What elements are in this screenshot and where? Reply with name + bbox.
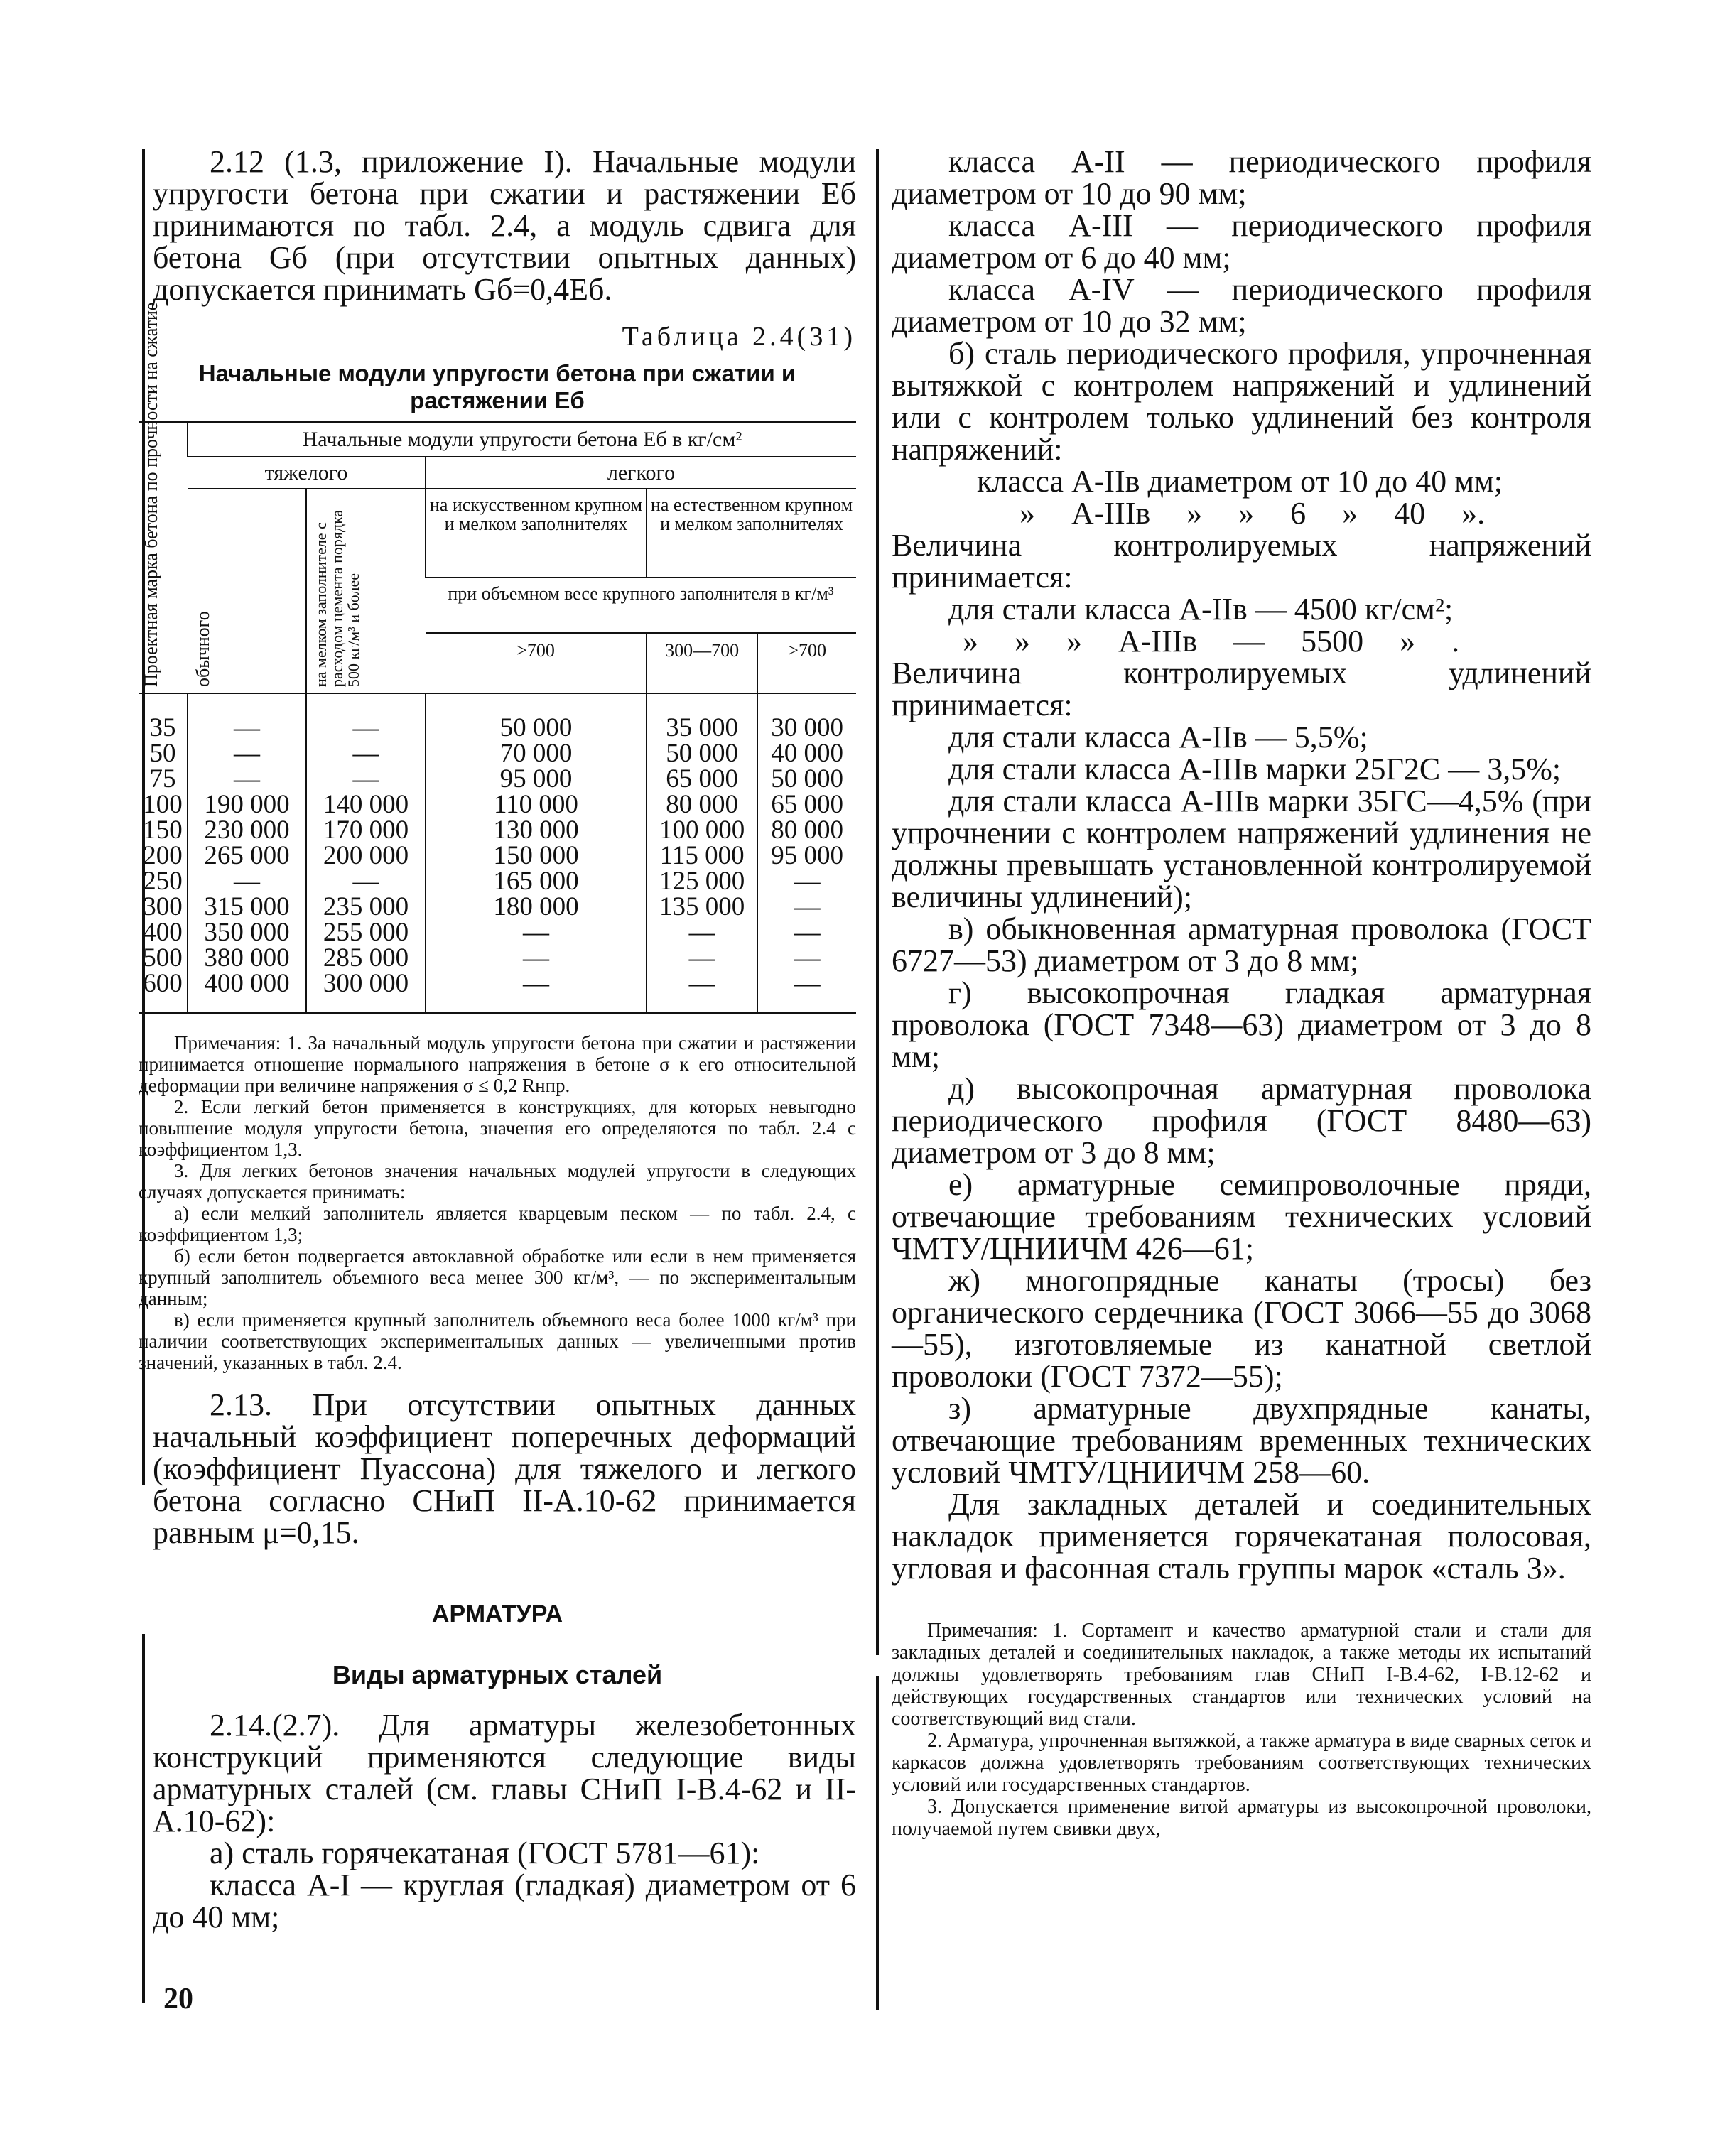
grade-cell: 35 <box>149 713 176 742</box>
modulus-cell: — <box>757 920 856 946</box>
modulus-cell: 95 000 <box>426 766 647 792</box>
header-artificial: на искусственном крупном и мелком заполнителях <box>426 489 647 578</box>
paragraph-2-13: 2.13. При отсутствии опытных данных начальный коэффициент поперечных деформаций (коэффициент Пуассона) для тяжелого и легкого бетона согласно СНиП II-А.10-62 принимается равным μ=0,15. <box>153 1387 856 1550</box>
modulus-cell: — <box>757 971 856 1013</box>
grade-cell: 300 <box>143 892 183 921</box>
text-line: для стали класса А-IIIв марки 25Г2С — 3,5%; <box>948 752 1562 786</box>
modulus-cell: 80 000 <box>647 792 757 818</box>
header-light: легкого <box>426 457 856 489</box>
modulus-cell: — <box>306 766 426 792</box>
modulus-cell: 150 000 <box>426 843 647 869</box>
paragraph-a: а) сталь горячекатаная (ГОСТ 5781—61): <box>210 1836 760 1870</box>
modulus-cell: 95 000 <box>757 843 856 869</box>
table-body <box>139 693 856 1013</box>
modulus-cell: 50 000 <box>647 741 757 766</box>
table-row <box>139 741 856 766</box>
modulus-cell: 115 000 <box>647 843 757 869</box>
modulus-cell: — <box>188 766 306 792</box>
table-row <box>139 946 856 971</box>
text-line: е) арматурные семипроволочные пряди, отвечающие требованиям технических условий ЧМТУ/ЦНИИЧМ 426—61; <box>892 1167 1591 1266</box>
grade-cell: 150 <box>143 816 183 845</box>
paragraph-2-12: 2.12 (1.3, приложение I). Начальные модули упругости бетона при сжатии и растяжении Eб принимаются по табл. 2.4, а модуль сдвига для бетона Gб (при отсутствии опытных данных) допускается принимать Gб=0,4Eб. <box>153 144 856 307</box>
table-row <box>139 766 856 792</box>
section-heading: АРМАТУРА <box>431 1600 563 1627</box>
text-line: г) высокопрочная гладкая арматурная проволока (ГОСТ 7348—63) диаметром от 3 до 8 мм; <box>892 975 1591 1074</box>
text-line: для стали класса А-IIIв марки 35ГС—4,5% (при упрочнении с контролем напряжений удлинения не должны превышать установленной контролируемой величины удлинений); <box>892 784 1591 914</box>
modulus-cell: — <box>647 946 757 971</box>
modulus-cell: 265 000 <box>188 843 306 869</box>
header-weight-2: 300—700 <box>647 633 757 693</box>
paragraph-a1: класса А-I — круглая (гладкая) диаметром от 6 до 40 мм; <box>153 1868 856 1934</box>
header-weight-3: >700 <box>757 633 856 693</box>
text-line: ж) многопрядные канаты (тросы) без органического сердечника (ГОСТ 3066—55 до 3068—55), изготовляемые из канатной светлой проволоки (ГОСТ 7372—55); <box>892 1263 1591 1394</box>
grade-cell: 250 <box>143 867 183 896</box>
modulus-cell: — <box>647 971 757 1013</box>
centered-line: для стали класса А-IIв — 4500 кг/см²; <box>948 592 1454 627</box>
right-note: 3. Допускается применение витой арматуры из высокопрочной проволоки, получаемой путем свивки двух, <box>892 1796 1591 1840</box>
modulus-cell: 65 000 <box>757 792 856 818</box>
modulus-cell: — <box>757 894 856 920</box>
right-column <box>892 146 1591 1840</box>
modulus-cell: 80 000 <box>757 818 856 843</box>
grade-cell: 75 <box>149 764 176 793</box>
table-note: 3. Для легких бетонов значения начальных модулей упругости в следующих случаях допускается принимать: <box>139 1160 856 1203</box>
table-title: Начальные модули упругости бетона при сжатии и растяжении Eб <box>198 360 796 413</box>
header-weight-1: >700 <box>426 633 647 693</box>
modulus-cell: — <box>188 693 306 741</box>
text-line: в) обыкновенная арматурная проволока (ГОСТ 6727—53) диаметром от 3 до 8 мм; <box>892 911 1591 978</box>
modulus-cell: — <box>306 741 426 766</box>
paragraph-2-14: 2.14.(2.7). Для арматуры железобетонных конструкций применяются следующие виды арматурных сталей (см. главы СНиП I-В.4-62 и II-А.10-62): <box>153 1708 856 1838</box>
modulus-cell: 50 000 <box>757 766 856 792</box>
table-row <box>139 869 856 894</box>
table-row <box>139 818 856 843</box>
grade-cell: 50 <box>149 739 176 768</box>
modulus-cell: 30 000 <box>757 693 856 741</box>
header-weight: при объемном весе крупного заполнителя в кг/м³ <box>426 578 856 633</box>
table-row <box>139 971 856 1013</box>
header-grade: Проектная марка бетона по прочности на сжатие <box>141 302 161 687</box>
modulus-cell: 125 000 <box>647 869 757 894</box>
modulus-cell: 135 000 <box>647 894 757 920</box>
modulus-cell: 400 000 <box>188 971 306 1013</box>
text-line: Величина контролируемых удлинений принимается: <box>892 656 1591 722</box>
modulus-cell: — <box>306 693 426 741</box>
text-line: Для закладных деталей и соединительных накладок применяется горячекатаная полосовая, угловая и фасонная сталь группы марок «сталь 3». <box>892 1487 1591 1586</box>
modulus-cell: 110 000 <box>426 792 647 818</box>
page-number: 20 <box>163 1983 193 2015</box>
table-note: Примечания: 1. За начальный модуль упругости бетона при сжатии и растяжении принимается отношение нормального напряжения в бетоне σ к его относительной деформации при величине напряжения σ ≤ 0,2 Rнпр. <box>139 1032 856 1096</box>
header-heavy: тяжелого <box>188 457 426 489</box>
right-note: Примечания: 1. Сортамент и качество арматурной стали и стали для закладных деталей и соединительных накладок, а также методы их испытаний должны удовлетворять требованиям глав СНиП I-В.4-62, I-В.12-62 и действующих государственных стандартов или технических условий на соответствующий вид стали. <box>892 1620 1591 1730</box>
text-line: Величина контролируемых напряжений принимается: <box>892 528 1591 595</box>
header-fine-aggregate: на мелком заполнителе с расходом цемента порядка 500 кг/м³ и более <box>312 509 362 687</box>
modulus-cell: 350 000 <box>188 920 306 946</box>
modulus-cell: — <box>757 946 856 971</box>
modulus-cell: — <box>757 869 856 894</box>
table-row <box>139 843 856 869</box>
table-row <box>139 894 856 920</box>
modulus-cell: 35 000 <box>647 693 757 741</box>
modulus-cell: — <box>426 971 647 1013</box>
modulus-cell: 140 000 <box>306 792 426 818</box>
table-label: Таблица 2.4(31) <box>622 322 856 352</box>
centered-line: » А-IIIв » » 6 » 40 ». <box>1019 496 1486 531</box>
header-modulus: Начальные модули упругости бетона Eб в кг/см² <box>188 422 856 457</box>
modulus-cell: 315 000 <box>188 894 306 920</box>
modulus-cell: 130 000 <box>426 818 647 843</box>
modulus-cell: 200 000 <box>306 843 426 869</box>
text-line: д) высокопрочная арматурная проволока периодического профиля (ГОСТ 8480—63) диаметром от 3 до 8 мм; <box>892 1071 1591 1170</box>
modulus-cell: — <box>426 946 647 971</box>
modulus-cell: — <box>426 920 647 946</box>
text-line: з) арматурные двухпрядные канаты, отвечающие требованиям временных технических условий ЧМТУ/ЦНИИЧМ 258—60. <box>892 1391 1591 1490</box>
margin-bar <box>876 1676 879 2010</box>
table-note: в) если применяется крупный заполнитель объемного веса более 1000 кг/м³ при наличии соответствующих экспериментальных данных — увеличенными против значений, указанных в табл. 2.4. <box>139 1309 856 1373</box>
modulus-cell: — <box>647 920 757 946</box>
table-notes <box>139 1032 856 1373</box>
table-note: б) если бетон подвергается автоклавной обработке или если в нем применяется крупный заполнитель объемного веса менее 300 кг/м³, — по экспериментальным данным; <box>139 1245 856 1309</box>
grade-cell: 500 <box>143 943 183 973</box>
grade-cell: 200 <box>143 841 183 870</box>
modulus-cell: 50 000 <box>426 693 647 741</box>
modulus-cell: 235 000 <box>306 894 426 920</box>
modulus-cell: — <box>306 869 426 894</box>
left-column <box>139 146 856 1933</box>
right-notes <box>892 1620 1591 1840</box>
text-line: класса А-IV — периодического профиля диаметром от 10 до 32 мм; <box>892 272 1591 339</box>
centered-line: » » » А-IIIв — 5500 » . <box>963 624 1460 659</box>
grade-cell: 400 <box>143 918 183 947</box>
text-line: класса А-II — периодического профиля диаметром от 10 до 90 мм; <box>892 144 1591 211</box>
grade-cell: 600 <box>143 969 183 998</box>
table-note: а) если мелкий заполнитель является кварцевым песком — по табл. 2.4, с коэффициентом 1,3; <box>139 1203 856 1245</box>
modulus-cell: 300 000 <box>306 971 426 1013</box>
modulus-cell: 255 000 <box>306 920 426 946</box>
modulus-cell: 165 000 <box>426 869 647 894</box>
subsection-heading: Виды арматурных сталей <box>332 1660 663 1689</box>
text-line: б) сталь периодического профиля, упрочненная вытяжкой с контролем напряжений и удлинений или с контролем только удлинений без контроля напряжений: <box>892 336 1591 467</box>
table-row <box>139 792 856 818</box>
modulus-cell: 100 000 <box>647 818 757 843</box>
table-note: 2. Если легкий бетон применяется в конструкциях, для которых невыгодно повышение модуля упругости бетона, значения его определяются по табл. 2.4 с коэффициентом 1,3. <box>139 1096 856 1160</box>
table-row <box>139 693 856 741</box>
modulus-cell: 180 000 <box>426 894 647 920</box>
header-natural: на естественном крупном и мелком заполнителях <box>647 489 856 578</box>
modulus-cell: 40 000 <box>757 741 856 766</box>
right-note: 2. Арматура, упрочненная вытяжкой, а также арматура в виде сварных сеток и каркасов должна удовлетворять требованиям соответствующих технических условий или государственных стандартов. <box>892 1730 1591 1796</box>
centered-line: для стали класса А-IIв — 5,5%; <box>948 720 1368 754</box>
modulus-cell: 190 000 <box>188 792 306 818</box>
header-ordinary: обычного <box>193 611 213 687</box>
modulus-cell: — <box>188 869 306 894</box>
modulus-cell: 230 000 <box>188 818 306 843</box>
modulus-cell: 285 000 <box>306 946 426 971</box>
modulus-cell: 170 000 <box>306 818 426 843</box>
table-row <box>139 920 856 946</box>
modulus-cell: — <box>188 741 306 766</box>
text-line: класса А-III — периодического профиля диаметром от 6 до 40 мм; <box>892 208 1591 275</box>
centered-line: класса А-IIв диаметром от 10 до 40 мм; <box>977 464 1503 499</box>
margin-bar <box>876 149 879 1655</box>
modulus-cell: 70 000 <box>426 741 647 766</box>
grade-cell: 100 <box>143 790 183 819</box>
modulus-cell: 65 000 <box>647 766 757 792</box>
modulus-cell: 380 000 <box>188 946 306 971</box>
